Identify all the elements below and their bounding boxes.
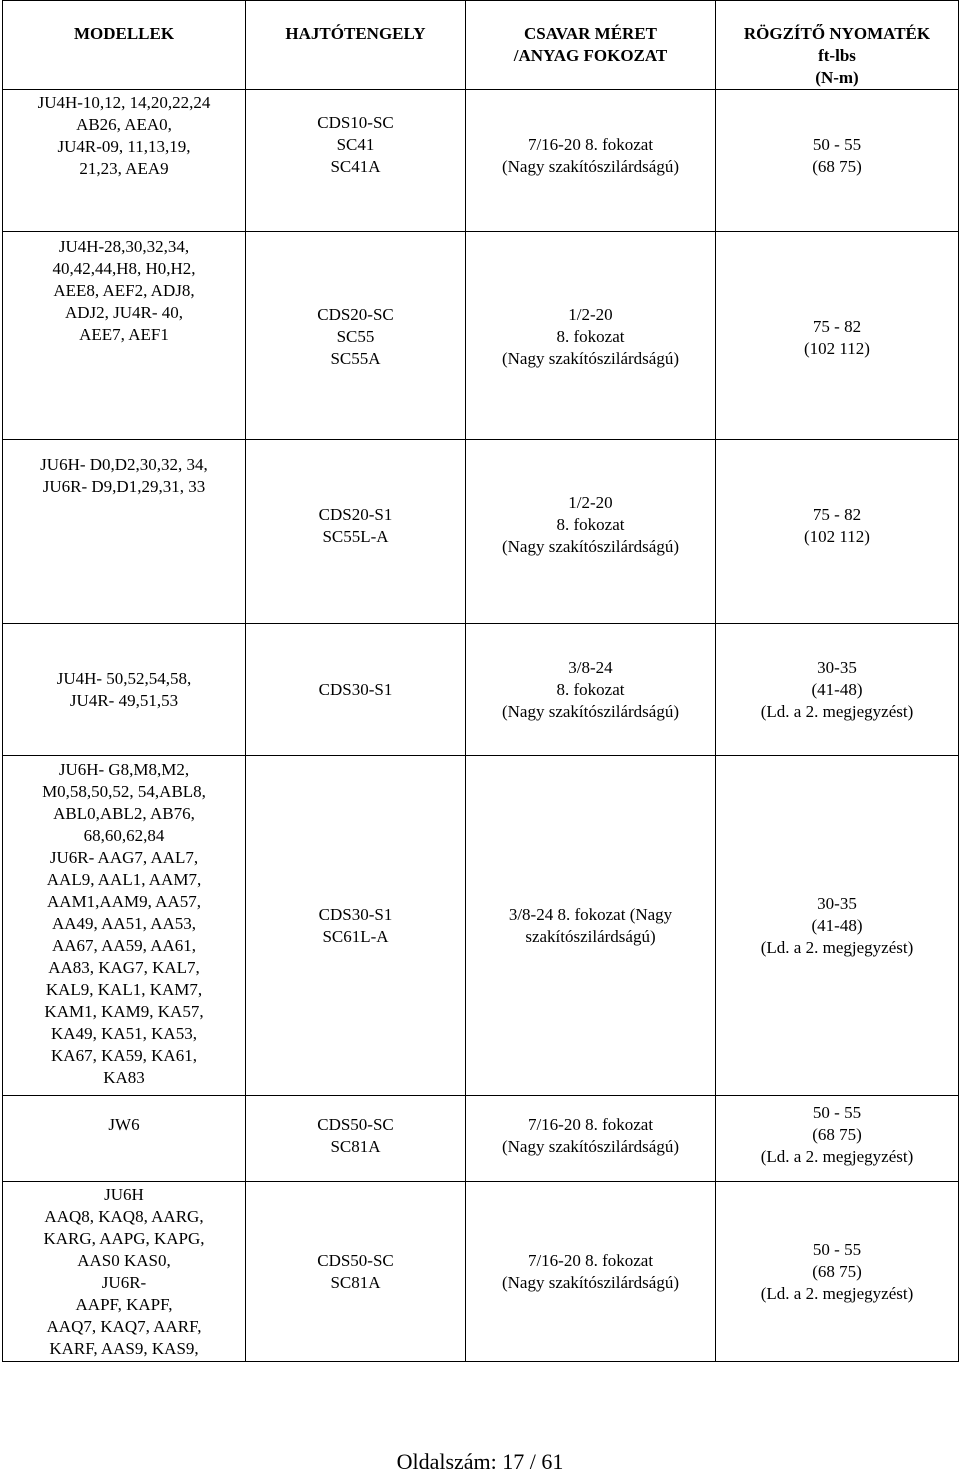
cell-bolt: 3/8-24 8. fokozat (Nagy szakítószilárdságú) (466, 756, 716, 1096)
table-row (3, 1182, 959, 1362)
cell-models: JU4H-10,12, 14,20,22,24 AB26, AEA0, JU4R-09, 11,13,19, 21,23, AEA9 (3, 90, 246, 232)
cell-driveshaft: CDS30-S1 SC61L-A (246, 756, 466, 1096)
cell-models: JU6H AAQ8, KAQ8, AARG, KARG, AAPG, KAPG, AAS0 KAS0, JU6R- AAPF, KAPF, AAQ7, KAQ7, AARF, KARF, AAS9, KAS9, (3, 1182, 246, 1362)
cell-torque: 30-35 (41-48) (Ld. a 2. megjegyzést) (716, 624, 959, 756)
cell-torque: 50 - 55 (68 75) (Ld. a 2. megjegyzést) (716, 1182, 959, 1362)
cell-torque: 50 - 55 (68 75) (Ld. a 2. megjegyzést) (716, 1096, 959, 1182)
header-row (3, 1, 959, 90)
cell-torque: 75 - 82 (102 112) (716, 232, 959, 440)
cell-models: JU4H- 50,52,54,58, JU4R- 49,51,53 (3, 624, 246, 756)
cell-driveshaft: CDS20-SC SC55 SC55A (246, 232, 466, 440)
table-row (3, 756, 959, 1096)
cell-driveshaft: CDS50-SC SC81A (246, 1096, 466, 1182)
cell-bolt: 7/16-20 8. fokozat (Nagy szakítószilárdságú) (466, 1182, 716, 1362)
cell-driveshaft: CDS50-SC SC81A (246, 1182, 466, 1362)
table-row (3, 624, 959, 756)
cell-bolt: 1/2-20 8. fokozat (Nagy szakítószilárdságú) (466, 232, 716, 440)
header-models: MODELLEK (3, 1, 246, 90)
table-row (3, 440, 959, 624)
cell-driveshaft: CDS20-S1 SC55L-A (246, 440, 466, 624)
cell-models: JU6H- D0,D2,30,32, 34, JU6R- D9,D1,29,31, 33 (3, 440, 246, 624)
table-row (3, 90, 959, 232)
cell-bolt: 7/16-20 8. fokozat (Nagy szakítószilárdságú) (466, 1096, 716, 1182)
cell-models: JW6 (3, 1096, 246, 1182)
cell-torque: 75 - 82 (102 112) (716, 440, 959, 624)
page-number: Oldalszám: 17 / 61 (396, 1449, 564, 1474)
cell-models: JU4H-28,30,32,34, 40,42,44,H8, H0,H2, AEE8, AEF2, ADJ8, ADJ2, JU4R- 40, AEE7, AEF1 (3, 232, 246, 440)
cell-models: JU6H- G8,M8,M2, M0,58,50,52, 54,ABL8, ABL0,ABL2, AB76, 68,60,62,84 JU6R- AAG7, AAL7, AAL9, AAL1, AAM7, AAM1,AAM9, AA57, AA49, AA51, AA53, AA67, AA59, AA61, AA83, KAG7, KAL7, KAL9, KAL1, KAM7, KAM1, KAM9, KA57, KA49, KA51, KA53, KA67, KA59, KA61, KA83 (3, 756, 246, 1096)
cell-driveshaft: CDS30-S1 (246, 624, 466, 756)
table-row (3, 232, 959, 440)
cell-bolt: 3/8-24 8. fokozat (Nagy szakítószilárdságú) (466, 624, 716, 756)
torque-spec-table (2, 0, 959, 1362)
cell-torque: 50 - 55 (68 75) (716, 90, 959, 232)
cell-bolt: 1/2-20 8. fokozat (Nagy szakítószilárdságú) (466, 440, 716, 624)
header-driveshaft: HAJTÓTENGELY (246, 1, 466, 90)
header-torque: RÖGZÍTŐ NYOMATÉK ft-lbs (N-m) (716, 1, 959, 90)
cell-torque: 30-35 (41-48) (Ld. a 2. megjegyzést) (716, 756, 959, 1096)
header-bolt: CSAVAR MÉRET /ANYAG FOKOZAT (466, 1, 716, 90)
table-row (3, 1096, 959, 1182)
cell-driveshaft: CDS10-SC SC41 SC41A (246, 90, 466, 232)
cell-bolt: 7/16-20 8. fokozat (Nagy szakítószilárdságú) (466, 90, 716, 232)
